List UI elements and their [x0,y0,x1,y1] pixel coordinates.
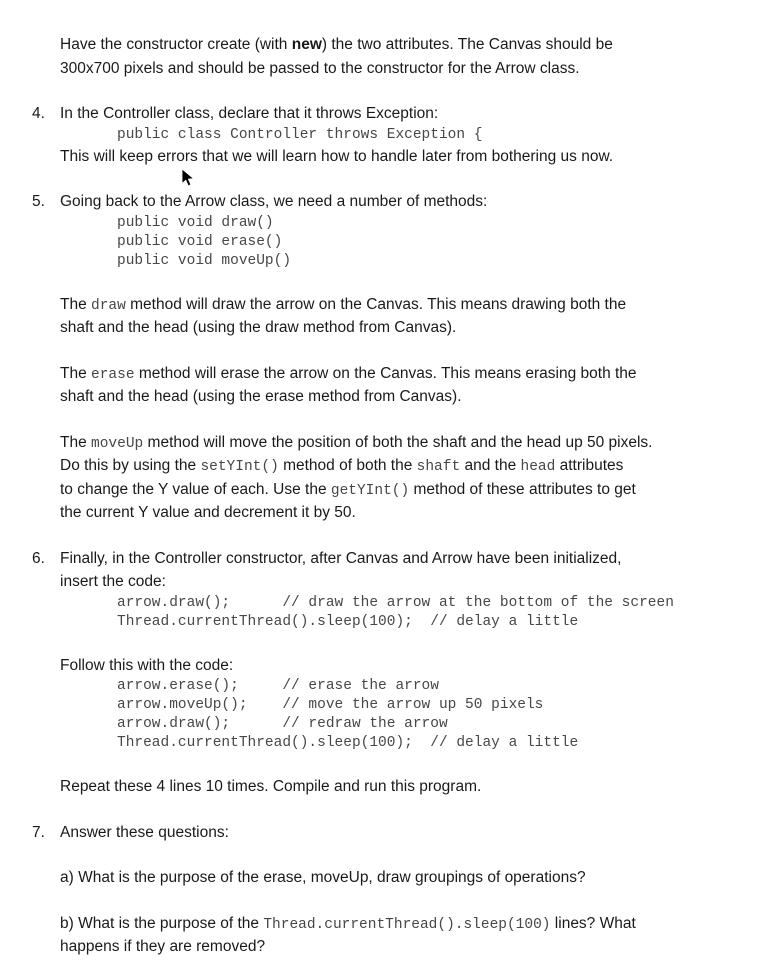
text-line [60,102,760,126]
paragraph [60,145,760,169]
text-line [60,547,760,571]
list-item [32,102,760,126]
text-run: a) What is the purpose of the erase, moveUp, draw groupings of operations? [60,869,586,886]
code-line: public class Controller throws Exception { [117,126,483,143]
paragraph [60,362,760,409]
text-run: method of both the [278,457,417,474]
document-body [32,33,760,959]
list-item [32,547,760,594]
inline-code: shaft [416,459,461,475]
inline-code: draw [91,297,126,314]
code-line: public void moveUp() [117,252,292,269]
text-run: insert the code: [60,573,166,590]
text-line [60,501,760,525]
code-line: public void erase() [117,233,283,250]
inline-code: erase [91,366,135,383]
list-item [32,190,760,214]
code-block [117,594,760,632]
list-number: 4. [32,105,45,122]
text-line [60,912,760,936]
paragraph [60,866,760,890]
text-line [60,190,760,214]
text-run: method of these attributes to get [409,480,636,498]
blank-line [60,409,760,431]
inline-code: moveUp [91,435,144,452]
code-line: arrow.draw(); // draw the arrow at the bottom of the screen [117,594,674,611]
text-run: Finally, in the Controller constructor, after Canvas and Arrow have been initialized, [60,549,622,567]
code-block [117,214,760,271]
blank-line [60,799,760,821]
text-line [60,478,760,502]
list-item [32,821,760,845]
code-line: arrow.erase(); // erase the arrow [117,678,439,694]
text-line [60,385,760,409]
code-line: arrow.draw(); // redraw the arrow [117,716,448,732]
text-run: method will move the position of both the shaft and the head up 50 pixels. [143,433,653,451]
text-run: shaft and the head (using the erase method from Canvas). [60,388,462,405]
paragraph [60,293,760,340]
text-run: Repeat these 4 lines 10 times. Compile and run this program. [60,778,482,795]
text-line [60,145,760,169]
blank-line [60,525,760,547]
text-run: The [60,364,92,382]
code-line: Thread.currentThread().sleep(100); // delay a little [117,613,579,630]
code-block [117,126,760,145]
list-number: 5. [32,193,45,210]
text-run: shaft and the head (using the draw method from Canvas). [60,319,457,336]
inline-code: setYInt() [200,459,279,475]
blank-line [60,632,760,654]
text-line [60,821,760,845]
text-line [60,775,760,799]
blank-line [60,168,760,190]
text-run: Have the constructor create (with [60,36,292,53]
code-line: Thread.currentThread().sleep(100); // delay a little [117,735,579,751]
inline-code: getYInt() [330,482,410,499]
text-line [60,293,760,317]
text-run: The [60,433,92,451]
text-run: to change the Y value of each. Use the [60,480,331,498]
paragraph [60,654,760,678]
text-run: lines? What [550,914,636,932]
text-line [60,454,760,478]
text-run: In the Controller class, declare that it throws Exception: [60,105,439,122]
blank-line [60,271,760,293]
blank-line [60,890,760,912]
text-line [60,654,760,678]
code-line: arrow.moveUp(); // move the arrow up 50 pixels [117,697,544,713]
paragraph [60,431,760,525]
text-run: method will erase the arrow on the Canvas. This means erasing both the [134,364,637,382]
text-line [60,362,760,386]
blank-line [60,844,760,866]
text-run: This will keep errors that we will learn how to handle later from bothering us now. [60,147,614,165]
text-run: The [60,295,92,313]
bold-text: new [291,36,322,53]
text-line [60,570,760,594]
text-line [60,33,760,57]
list-number: 6. [32,549,45,567]
inline-code: head [520,459,556,475]
text-run: the current Y value and decrement it by 50. [60,504,356,521]
text-line [60,935,760,959]
text-line [60,57,760,81]
text-line [60,316,760,340]
text-run: happens if they are removed? [60,938,266,955]
code-block [117,677,760,753]
paragraph [60,775,760,799]
blank-line [60,340,760,362]
text-line [60,431,760,455]
text-run: 300x700 pixels and should be passed to the constructor for the Arrow class. [60,59,580,77]
code-line: public void draw() [117,214,274,231]
text-run: and the [460,457,521,474]
text-run: method will draw the arrow on the Canvas. This means drawing both the [125,295,627,313]
text-run: attributes [555,457,624,474]
blank-line [60,753,760,775]
text-run: ) the two attributes. The Canvas should be [321,36,613,53]
text-run: Going back to the Arrow class, we need a number of methods: [60,193,488,210]
blank-line [60,80,760,102]
text-line [60,866,760,890]
list-number: 7. [32,823,45,841]
text-run: b) What is the purpose of the [60,914,264,932]
inline-code: Thread.currentThread().sleep(100) [263,916,551,933]
paragraph [60,33,760,80]
text-run: Answer these questions: [60,823,229,841]
text-run: Follow this with the code: [60,656,234,674]
text-run: Do this by using the [60,457,201,474]
paragraph [60,912,760,959]
